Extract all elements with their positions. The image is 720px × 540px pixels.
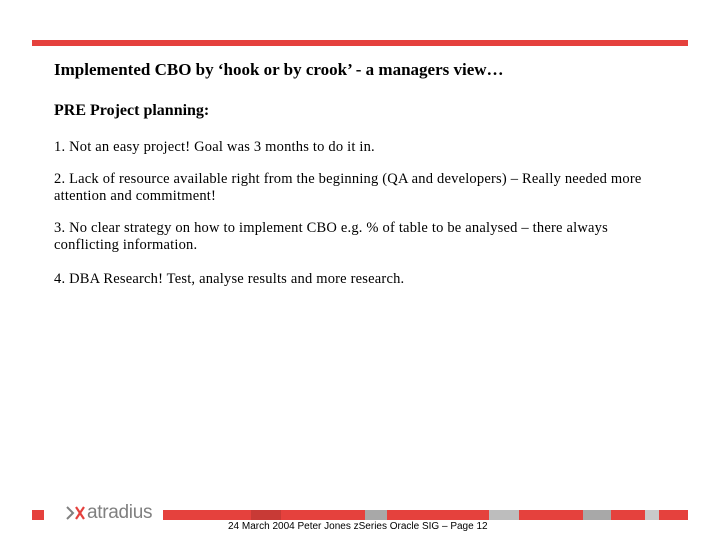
footer-bar-segment bbox=[519, 510, 583, 520]
footer-bar-segment bbox=[387, 510, 489, 520]
bullet-point-2: 2. Lack of resource available right from the beginning (QA and developers) – Really needed more attention and commitment! bbox=[54, 171, 642, 204]
footer-caption: 24 March 2004 Peter Jones zSeries Oracle SIG – Page 12 bbox=[228, 521, 488, 532]
logo-wordmark: atradius bbox=[87, 502, 153, 523]
footer-bar-segment bbox=[32, 510, 44, 520]
chevron-x-logo-icon bbox=[64, 503, 86, 523]
footer-bar-segment bbox=[611, 510, 645, 520]
top-accent-rule bbox=[32, 40, 688, 46]
atradius-logo bbox=[64, 500, 164, 526]
footer-bar-segment bbox=[281, 510, 365, 520]
footer-bar-segment bbox=[583, 510, 611, 520]
footer-bar-segment bbox=[163, 510, 251, 520]
section-heading: PRE Project planning: bbox=[54, 102, 210, 119]
footer-bar-segment bbox=[489, 510, 519, 520]
footer-bar-segment bbox=[365, 510, 387, 520]
slide-title: Implemented CBO by ‘hook or by crook’ - a managers view… bbox=[54, 60, 504, 79]
footer-bar-segment bbox=[659, 510, 688, 520]
bullet-point-3: 3. No clear strategy on how to implement CBO e.g. % of table to be analysed – there always conflicting information. bbox=[54, 220, 608, 253]
footer-bar-segment bbox=[645, 510, 659, 520]
footer-bar-segment bbox=[251, 510, 281, 520]
bullet-point-4: 4. DBA Research! Test, analyse results and more research. bbox=[54, 271, 405, 287]
bullet-point-1: 1. Not an easy project! Goal was 3 months to do it in. bbox=[54, 139, 375, 155]
